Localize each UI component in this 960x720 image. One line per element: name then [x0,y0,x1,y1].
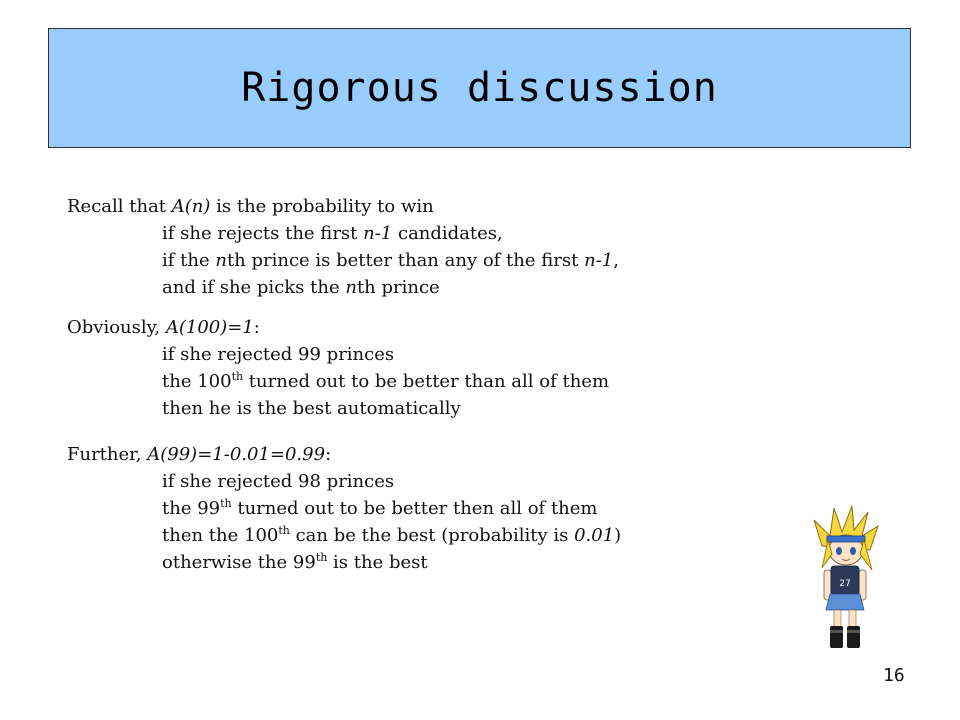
title-banner [48,28,911,148]
section3-line5: otherwise the 99th is the best [162,551,428,573]
section1-line2: if she rejects the first n-1 candidates, [162,223,503,244]
anime-girl-avatar-icon [810,506,880,652]
section1-intro: Recall that A(n) is the probability to win [67,196,434,217]
section3-intro: Further, A(99)=1-0.01=0.99: [67,444,332,465]
shirt-number: 27 [839,579,851,589]
section2-intro: Obviously, A(100)=1: [67,317,260,338]
section1-line4: and if she picks the nth prince [162,277,440,298]
section2-line2: if she rejected 99 princes [162,344,395,365]
section3-line2: if she rejected 98 princes [162,471,395,492]
section1-line3: if the nth prince is better than any of the first n-1, [162,250,619,271]
section3-line4: then the 100th can be the best (probability is 0.01) [162,524,622,546]
slide-title: Rigorous discussion [241,65,718,111]
slide-body [67,193,621,576]
section2-line3: the 100th turned out to be better than all of them [162,370,610,392]
section2-line4: then he is the best automatically [162,398,461,419]
slide-number: 16 [883,665,905,686]
section3-line3: the 99th turned out to be better then all of them [162,497,598,519]
